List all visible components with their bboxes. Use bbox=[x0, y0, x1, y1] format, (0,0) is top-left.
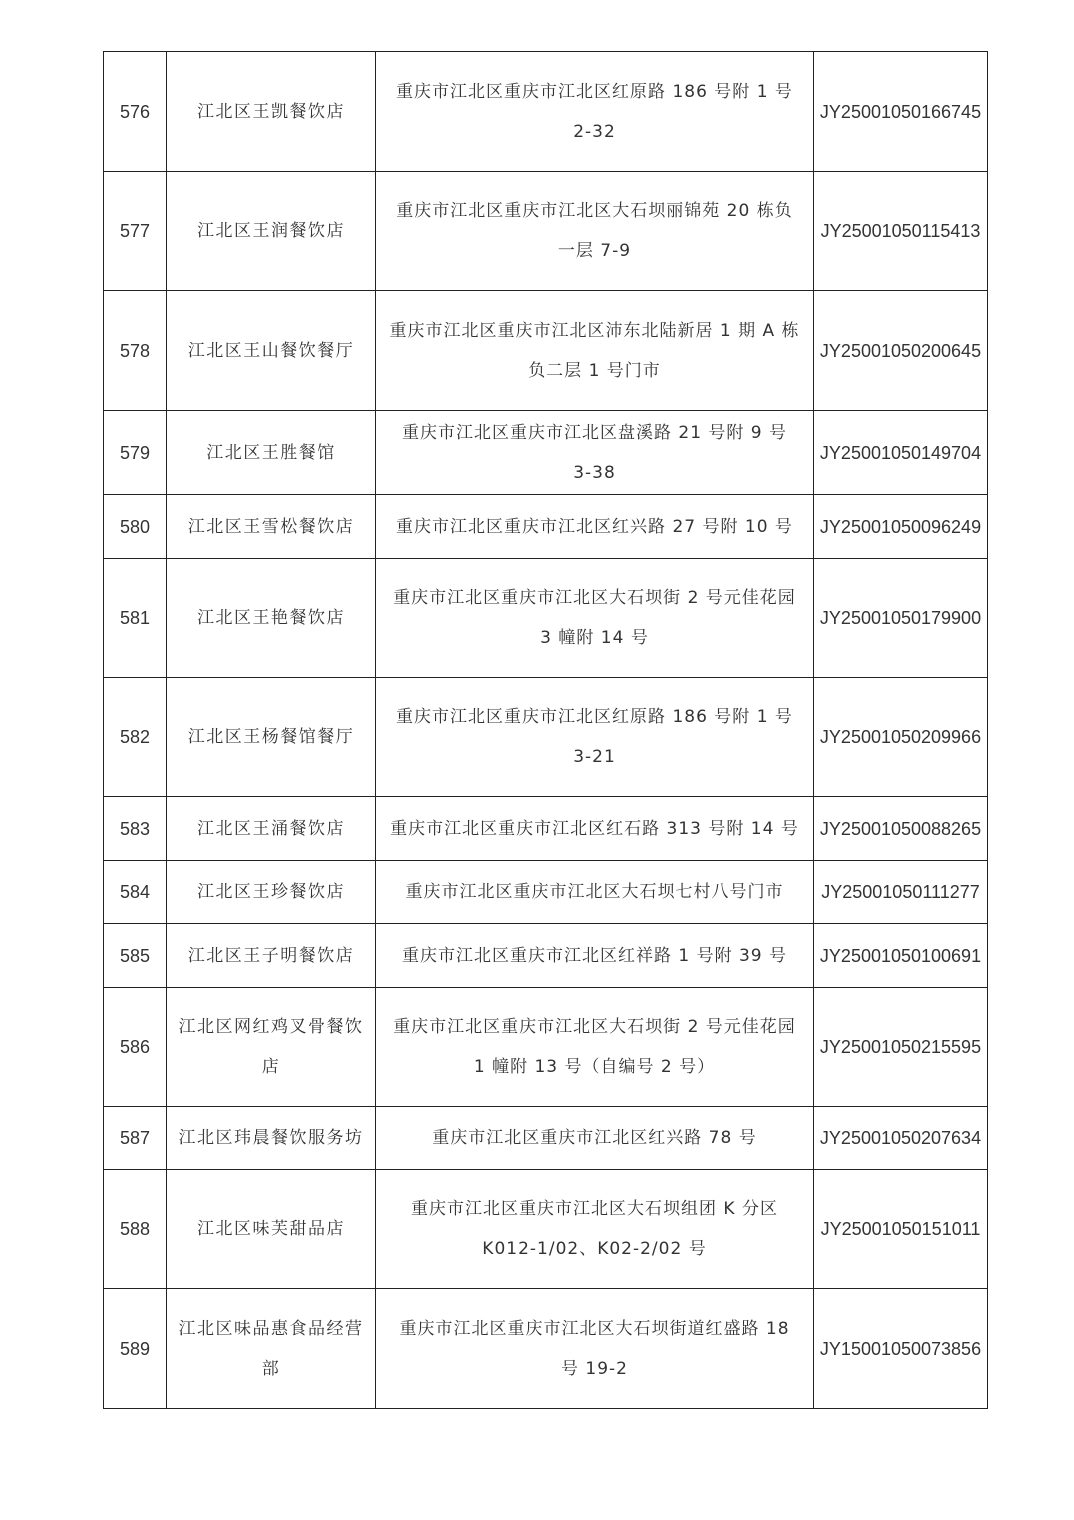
address-line: 号 19-2 bbox=[561, 1358, 628, 1379]
address-line: 重庆市江北区重庆市江北区大石坝街 2 号元佳花园 bbox=[393, 1017, 796, 1037]
business-name: 江北区王艳餐饮店 bbox=[167, 559, 376, 678]
row-number: 577 bbox=[104, 172, 167, 291]
business-address bbox=[376, 1170, 814, 1289]
license-number: JY25001050151011 bbox=[814, 1170, 988, 1289]
business-address bbox=[376, 678, 814, 797]
address-line: K012-1/02、K02-2/02 号 bbox=[482, 1239, 707, 1259]
business-name: 江北区味芙甜品店 bbox=[167, 1170, 376, 1289]
row-number: 588 bbox=[104, 1170, 167, 1289]
row-number: 586 bbox=[104, 988, 167, 1107]
address-line: 重庆市江北区重庆市江北区红兴路 78 号 bbox=[432, 1128, 757, 1148]
license-number: JY25001050200645 bbox=[814, 291, 988, 411]
address-line: 重庆市江北区重庆市江北区大石坝丽锦苑 20 栋负 bbox=[396, 201, 793, 221]
license-number: JY25001050166745 bbox=[814, 52, 988, 172]
address-line: 重庆市江北区重庆市江北区红兴路 27 号附 10 号 bbox=[396, 516, 793, 537]
row-number: 585 bbox=[104, 924, 167, 988]
row-number: 587 bbox=[104, 1107, 167, 1170]
business-name: 江北区王珍餐饮店 bbox=[167, 861, 376, 924]
address-line: 3-38 bbox=[573, 462, 616, 483]
business-address bbox=[376, 924, 814, 988]
address-line: 重庆市江北区重庆市江北区盘溪路 21 号附 9 号 bbox=[401, 422, 788, 443]
table-row bbox=[104, 291, 988, 411]
address-line: 一层 7-9 bbox=[557, 241, 632, 261]
table-row bbox=[104, 1170, 988, 1289]
table-row bbox=[104, 559, 988, 678]
table-row bbox=[104, 52, 988, 172]
address-line: 重庆市江北区重庆市江北区红祥路 1 号附 39 号 bbox=[401, 945, 788, 966]
address-line: 1 幢附 13 号（自编号 2 号） bbox=[473, 1057, 716, 1077]
table-row bbox=[104, 1107, 988, 1170]
license-number: JY25001050209966 bbox=[814, 678, 988, 797]
license-number: JY25001050207634 bbox=[814, 1107, 988, 1170]
license-number: JY25001050215595 bbox=[814, 988, 988, 1107]
address-line: 重庆市江北区重庆市江北区大石坝组团 K 分区 bbox=[411, 1199, 778, 1219]
table-row bbox=[104, 988, 988, 1107]
business-address bbox=[376, 861, 814, 924]
business-address bbox=[376, 559, 814, 678]
address-line: 3-21 bbox=[573, 747, 616, 767]
license-number: JY25001050096249 bbox=[814, 495, 988, 559]
row-number: 579 bbox=[104, 411, 167, 495]
license-number: JY25001050115413 bbox=[814, 172, 988, 291]
row-number: 576 bbox=[104, 52, 167, 172]
business-address bbox=[376, 988, 814, 1107]
table-row bbox=[104, 411, 988, 495]
business-name: 江北区王润餐饮店 bbox=[167, 172, 376, 291]
address-line: 重庆市江北区重庆市江北区红原路 186 号附 1 号 bbox=[396, 81, 793, 102]
license-table-body bbox=[104, 52, 988, 1409]
address-line: 重庆市江北区重庆市江北区大石坝街 2 号元佳花园 bbox=[393, 588, 796, 608]
license-number: JY15001050073856 bbox=[814, 1289, 988, 1409]
row-number: 584 bbox=[104, 861, 167, 924]
table-row bbox=[104, 495, 988, 559]
business-address bbox=[376, 495, 814, 559]
address-line: 重庆市江北区重庆市江北区红原路 186 号附 1 号 bbox=[396, 707, 793, 727]
business-name: 江北区王子明餐饮店 bbox=[167, 924, 376, 988]
business-address bbox=[376, 411, 814, 495]
business-name: 江北区王杨餐馆餐厅 bbox=[167, 678, 376, 797]
row-number: 582 bbox=[104, 678, 167, 797]
row-number: 580 bbox=[104, 495, 167, 559]
address-line: 重庆市江北区重庆市江北区红石路 313 号附 14 号 bbox=[390, 818, 799, 839]
address-line: 重庆市江北区重庆市江北区大石坝街道红盛路 18 bbox=[399, 1318, 790, 1339]
business-address bbox=[376, 1289, 814, 1409]
row-number: 581 bbox=[104, 559, 167, 678]
business-name: 江北区王凯餐饮店 bbox=[167, 52, 376, 172]
table-row bbox=[104, 1289, 988, 1409]
row-number: 578 bbox=[104, 291, 167, 411]
business-address bbox=[376, 1107, 814, 1170]
business-name: 江北区王雪松餐饮店 bbox=[167, 495, 376, 559]
address-line: 3 幢附 14 号 bbox=[540, 628, 649, 648]
address-line: 负二层 1 号门市 bbox=[528, 360, 661, 381]
license-number: JY25001050100691 bbox=[814, 924, 988, 988]
table-row bbox=[104, 797, 988, 861]
table-row bbox=[104, 861, 988, 924]
license-number: JY25001050088265 bbox=[814, 797, 988, 861]
table-row bbox=[104, 678, 988, 797]
business-name: 江北区王山餐饮餐厅 bbox=[167, 291, 376, 411]
address-line: 重庆市江北区重庆市江北区大石坝七村八号门市 bbox=[405, 882, 784, 902]
business-name: 江北区味品惠食品经营部 bbox=[167, 1289, 376, 1409]
license-number: JY25001050149704 bbox=[814, 411, 988, 495]
business-address bbox=[376, 172, 814, 291]
row-number: 583 bbox=[104, 797, 167, 861]
license-table bbox=[103, 51, 988, 1409]
business-name: 江北区王涌餐饮店 bbox=[167, 797, 376, 861]
business-name: 江北区玮晨餐饮服务坊 bbox=[167, 1107, 376, 1170]
business-address bbox=[376, 52, 814, 172]
business-address bbox=[376, 291, 814, 411]
row-number: 589 bbox=[104, 1289, 167, 1409]
business-address bbox=[376, 797, 814, 861]
business-name: 江北区网红鸡叉骨餐饮店 bbox=[167, 988, 376, 1107]
address-line: 重庆市江北区重庆市江北区沛东北陆新居 1 期 A 栋 bbox=[389, 320, 800, 341]
table-row bbox=[104, 172, 988, 291]
license-number: JY25001050111277 bbox=[814, 861, 988, 924]
business-name: 江北区王胜餐馆 bbox=[167, 411, 376, 495]
address-line: 2-32 bbox=[573, 121, 616, 142]
table-row bbox=[104, 924, 988, 988]
license-number: JY25001050179900 bbox=[814, 559, 988, 678]
